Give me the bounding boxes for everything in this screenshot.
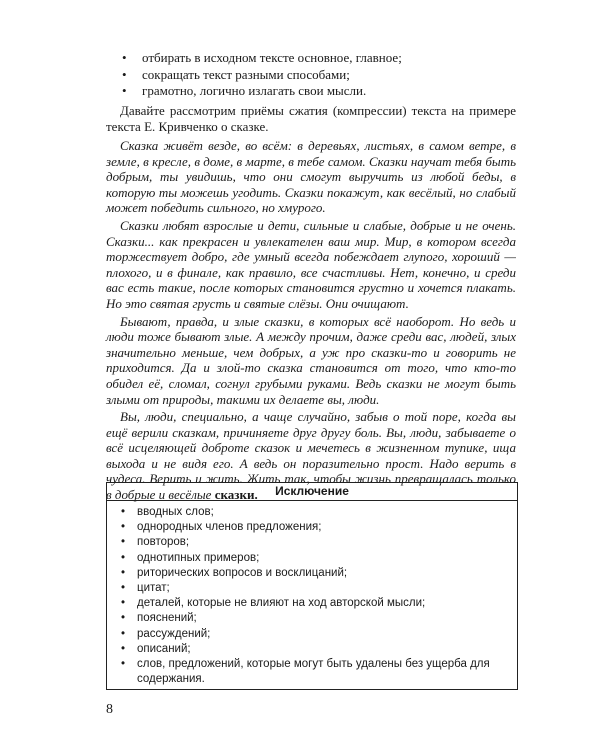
list-item: • грамотно, логично излагать свои мысли. xyxy=(118,83,513,99)
story-paragraph: Сказки любят взрослые и дети, сильные и слабые, добрые и не очень. Сказки... как прекрасен и увлекателен ваш мир. Мир, в котором всегда торжествует добро, где умный всегда побеждает глупого, хороший — плохого, и в финале, как правило, все счастливы. Нет, конечно, и среди вас есть такие, после которых становится грустно и хочется плакать. Но это святая грусть и святые слёзы. Они очищают. xyxy=(106,217,516,311)
page-number: 8 xyxy=(106,702,113,717)
list-item: • рассуждений; xyxy=(119,627,509,642)
list-item: • слов, предложений, которые могут быть удалены без ущерба для содержания. xyxy=(119,657,509,687)
list-item: • описаний; xyxy=(119,642,509,657)
exception-title: Исключение xyxy=(107,483,517,501)
list-item: • вводных слов; xyxy=(119,505,509,520)
skills-bullet-list xyxy=(118,50,513,100)
fairy-tale-text xyxy=(106,138,516,505)
list-item: • однотипных примеров; xyxy=(119,551,509,566)
list-item: • цитат; xyxy=(119,581,509,596)
intro-paragraph: Давайте рассмотрим приёмы сжатия (компрессии) текста на примере текста Е. Кривченко о сказке. xyxy=(106,103,516,134)
list-item: • риторических вопросов и восклицаний; xyxy=(119,566,509,581)
list-item: • сокращать текст разными способами; xyxy=(118,67,513,83)
story-last-text: Вы, люди, специально, а чаще случайно, забыв о той поре, когда вы ещё верили сказкам, причиняете друг другу боль. Вы, люди, забываете о всё исцеляющей доброте сказок и мечетесь в жизненном тупике, ища выхода и не видя его. А ведь он поразительно прост. Надо верить в чудеса. Верить и жить. Жить так, чтобы жизнь превращалась только в добрые и весёлые xyxy=(106,409,516,503)
list-item: • повторов; xyxy=(119,535,509,550)
story-paragraph: Сказка живёт везде, во всём: в деревьях, листьях, в самом ветре, в земле, в кресле, в доме, в марте, в тебе самом. Сказки научат тебя быть добрым, ты увидишь, что они смогут выручить из любой беды, в которую ты можешь угодить. Сказки покажут, как весёлый, но слабый может победить сильного, но хмурого. xyxy=(106,138,516,216)
exception-list xyxy=(107,501,517,687)
story-paragraph: Бывают, правда, и злые сказки, в которых всё наоборот. Но ведь и люди тоже бывают злые. А между прочим, даже среди вас, людей, злых значительно меньше, чем добрых, а уж про сказки-то и говорить не приходится. Да и злой-то сказка становится от того, что кто-то обидел её, сломал, согнул грубыми руками. Ведь сказки не могут быть злыми от природы, такими их делаете вы, люди. xyxy=(106,313,516,407)
list-item: • однородных членов предложения; xyxy=(119,520,509,535)
exception-box xyxy=(106,482,518,690)
list-item: • деталей, которые не влияют на ход авторской мысли; xyxy=(119,596,509,611)
list-item: • отбирать в исходном тексте основное, главное; xyxy=(118,50,513,66)
list-item: • пояснений; xyxy=(119,611,509,626)
story-last-word: сказки. xyxy=(214,487,258,503)
